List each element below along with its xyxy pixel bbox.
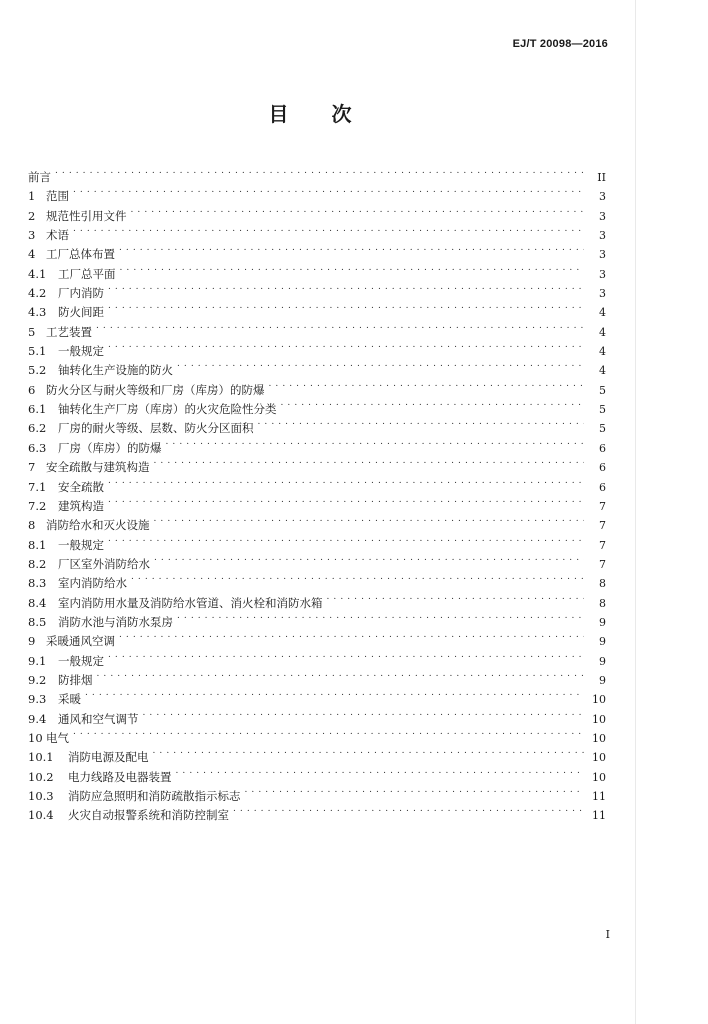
toc-leader-dots	[154, 452, 585, 471]
toc-entry-number: 9.4	[28, 711, 47, 726]
toc-entry-number: 1	[28, 189, 36, 204]
toc-entry-number: 8.5	[28, 614, 47, 629]
toc-entry[interactable]	[28, 181, 606, 204]
toc-entry-number: 7.2	[28, 498, 47, 513]
toc-entry-page: 9	[599, 615, 606, 629]
toc-entry-title: 前言	[28, 170, 51, 184]
toc-entry-title: 火灾自动报警系统和消防控制室	[68, 808, 229, 823]
toc-entry-number: 4.1	[28, 266, 47, 281]
toc-entry-title: 通风和空气调节	[58, 711, 139, 726]
toc-leader-dots	[177, 355, 584, 374]
toc-entry-title: 建筑构造	[58, 498, 104, 513]
toc-entry-page: 8	[599, 596, 606, 610]
toc-entry-page: 11	[592, 809, 606, 823]
toc-entry-title: 铀转化生产设施的防火	[58, 363, 173, 378]
toc-leader-dots	[281, 394, 585, 413]
toc-entry-number: 10	[28, 730, 43, 745]
toc-leader-dots	[177, 607, 584, 626]
toc-entry-page: 10	[592, 770, 606, 784]
toc-leader-dots	[327, 588, 585, 607]
toc-entry-page: 4	[599, 345, 606, 359]
toc-entry-number: 9.2	[28, 672, 47, 687]
toc-entry-title: 消防给水和灭火设施	[46, 518, 150, 533]
toc-entry[interactable]	[28, 491, 606, 513]
toc-entry-number: 4.2	[28, 286, 47, 301]
toc-entry-title: 一般规定	[58, 653, 104, 668]
toc-leader-dots	[120, 259, 585, 278]
table-of-contents	[28, 162, 606, 823]
toc-entry-page: 5	[599, 403, 606, 417]
toc-entry[interactable]	[28, 472, 606, 494]
toc-leader-dots	[143, 704, 585, 723]
toc-entry-title: 防排烟	[58, 672, 93, 687]
toc-entry[interactable]	[28, 201, 606, 223]
toc-leader-dots	[108, 336, 584, 355]
toc-entry-page: 7	[599, 538, 606, 552]
toc-leader-dots	[154, 549, 584, 568]
toc-entry-number: 6.3	[28, 440, 47, 455]
toc-leader-dots	[131, 568, 584, 587]
toc-entry-title: 安全疏散	[58, 479, 104, 494]
toc-entry-page: 6	[599, 480, 606, 494]
toc-entry-page: 3	[599, 190, 606, 204]
toc-entry-title: 厂房（库房）的防爆	[58, 440, 162, 455]
toc-entry-number: 5.1	[28, 344, 47, 359]
toc-entry-page: 9	[599, 654, 606, 668]
toc-entry-page: 8	[599, 577, 606, 591]
toc-entry-title: 一般规定	[58, 344, 104, 359]
toc-entry[interactable]	[28, 510, 606, 533]
toc-leader-dots	[73, 220, 584, 239]
toc-leader-dots	[119, 626, 584, 645]
toc-leader-dots	[85, 684, 584, 703]
toc-leader-dots	[245, 781, 585, 800]
toc-entry[interactable]	[28, 549, 606, 571]
toc-entry[interactable]	[28, 220, 606, 243]
toc-leader-dots	[176, 762, 585, 781]
toc-entry-number: 2	[28, 208, 36, 223]
toc-entry-page: 6	[599, 461, 606, 475]
toc-entry-page: 4	[599, 364, 606, 378]
toc-leader-dots	[166, 433, 585, 452]
toc-entry-number: 8.3	[28, 576, 47, 591]
toc-leader-dots	[131, 201, 585, 220]
toc-entry-number: 8.2	[28, 556, 47, 571]
toc-entry[interactable]	[28, 665, 606, 687]
toc-entry-title: 工厂总平面	[58, 266, 116, 281]
toc-entry-number: 9.3	[28, 692, 47, 707]
toc-entry-number: 7	[28, 460, 36, 475]
toc-leader-dots	[154, 510, 585, 529]
toc-entry-page: 5	[599, 383, 606, 397]
toc-entry-page: II	[597, 171, 606, 184]
toc-entry-title: 安全疏散与建筑构造	[46, 460, 150, 475]
standard-code: EJ/T 20098—2016	[512, 38, 608, 50]
toc-entry-title: 一般规定	[58, 537, 104, 552]
toc-entry-page: 5	[599, 422, 606, 436]
toc-entry[interactable]	[28, 239, 606, 262]
toc-entry-title: 消防水池与消防水泵房	[58, 614, 173, 629]
toc-entry-title: 铀转化生产厂房（库房）的火灾危险性分类	[58, 402, 277, 417]
toc-leader-dots	[73, 723, 584, 742]
toc-entry-page: 10	[592, 751, 606, 765]
toc-entry-page: 10	[592, 693, 606, 707]
scan-edge	[635, 0, 636, 1024]
toc-leader-dots	[55, 162, 584, 181]
page-number: I	[605, 928, 610, 941]
toc-entry-page: 3	[599, 248, 606, 262]
toc-entry-number: 5.2	[28, 363, 47, 378]
toc-entry-page: 9	[599, 635, 606, 649]
toc-entry[interactable]	[28, 723, 606, 745]
toc-entry[interactable]	[28, 317, 606, 339]
toc-entry-page: 3	[599, 229, 606, 243]
toc-entry[interactable]	[28, 646, 606, 668]
toc-entry-number: 6.1	[28, 402, 47, 417]
toc-entry-number: 8	[28, 518, 36, 533]
toc-entry-number: 3	[28, 228, 36, 243]
page-title: 目 次	[268, 102, 370, 126]
toc-leader-dots	[73, 181, 584, 200]
toc-entry-title: 厂房的耐火等级、层数、防火分区面积	[58, 421, 254, 436]
toc-leader-dots	[153, 742, 585, 761]
toc-entry-number: 6	[28, 382, 36, 397]
toc-entry-number: 10.2	[28, 769, 54, 784]
toc-leader-dots	[108, 297, 584, 316]
toc-entry-page: 7	[599, 519, 606, 533]
toc-entry-number: 4.3	[28, 305, 47, 320]
toc-entry-number: 8.1	[28, 537, 47, 552]
toc-leader-dots	[108, 646, 584, 665]
toc-entry-title: 工厂总体布置	[46, 247, 115, 262]
toc-entry-title: 消防应急照明和消防疏散指示标志	[68, 789, 241, 803]
toc-entry-number: 9	[28, 634, 36, 649]
toc-entry-page: 10	[592, 731, 606, 745]
toc-entry[interactable]	[28, 704, 606, 726]
toc-entry-page: 3	[599, 287, 606, 301]
toc-leader-dots	[108, 472, 584, 491]
toc-entry-title: 室内消防用水量及消防给水管道、消火栓和消防水箱	[58, 595, 323, 610]
toc-leader-dots	[96, 317, 584, 336]
toc-entry-title: 范围	[46, 189, 69, 204]
toc-leader-dots	[108, 530, 584, 549]
toc-entry-page: 7	[599, 499, 606, 513]
toc-entry[interactable]	[28, 684, 606, 707]
toc-entry[interactable]	[28, 355, 606, 378]
toc-entry-page: 3	[599, 267, 606, 281]
toc-entry[interactable]	[28, 336, 606, 359]
toc-entry-title: 规范性引用文件	[46, 208, 127, 223]
toc-entry-page: 10	[592, 712, 606, 726]
toc-entry-page: 4	[599, 306, 606, 320]
toc-entry[interactable]	[28, 742, 606, 765]
toc-entry-number: 5	[28, 324, 36, 339]
toc-leader-dots	[108, 278, 584, 297]
toc-leader-dots	[119, 239, 584, 258]
toc-entry-title: 工艺装置	[46, 324, 92, 339]
toc-entry-title: 电气	[46, 730, 69, 745]
toc-entry[interactable]	[28, 278, 606, 301]
toc-entry-title: 防火分区与耐火等级和厂房（库房）的防爆	[46, 382, 265, 397]
toc-leader-dots	[258, 413, 585, 432]
toc-entry-title: 采暖	[58, 692, 81, 707]
toc-entry-page: 7	[599, 557, 606, 571]
toc-entry[interactable]	[28, 297, 606, 320]
toc-entry-page: 11	[592, 790, 606, 803]
toc-entry-page: 4	[599, 325, 606, 339]
toc-entry-number: 4	[28, 247, 36, 262]
toc-entry-title: 术语	[46, 228, 69, 243]
toc-entry-title: 室内消防给水	[58, 576, 127, 591]
toc-entry-number: 7.1	[28, 479, 47, 494]
toc-leader-dots	[233, 800, 584, 819]
toc-entry-title: 厂区室外消防给水	[58, 556, 150, 571]
toc-entry-page: 9	[599, 673, 606, 687]
toc-entry-number: 10.4	[28, 808, 54, 823]
toc-entry[interactable]	[28, 162, 606, 184]
toc-entry-title: 消防电源及配电	[68, 750, 149, 765]
toc-entry-number: 9.1	[28, 653, 47, 668]
toc-entry-title: 厂内消防	[58, 286, 104, 301]
toc-leader-dots	[269, 375, 585, 394]
toc-entry-page: 6	[599, 441, 606, 455]
toc-entry[interactable]	[28, 530, 606, 552]
toc-leader-dots	[97, 665, 585, 684]
toc-entry-title: 采暖通风空调	[46, 634, 115, 649]
toc-entry-number: 6.2	[28, 421, 47, 436]
toc-entry-number: 8.4	[28, 595, 47, 610]
toc-entry-title: 电力线路及电器装置	[68, 769, 172, 784]
toc-leader-dots	[108, 491, 584, 510]
toc-entry-title: 防火间距	[58, 305, 104, 320]
toc-entry-number: 10.1	[28, 750, 54, 765]
toc-entry-number: 10.3	[28, 789, 54, 803]
toc-entry-page: 3	[599, 209, 606, 223]
